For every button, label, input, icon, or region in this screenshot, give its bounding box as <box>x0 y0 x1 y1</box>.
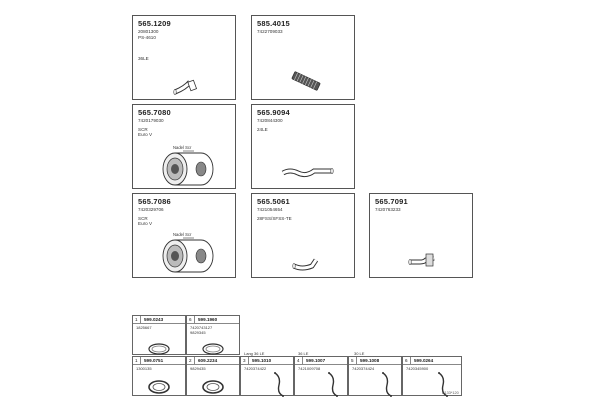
scr-muffler-icon <box>161 236 221 274</box>
clamp-ring-icon <box>147 342 171 356</box>
hardware-part-number: 599.1007 <box>306 358 326 363</box>
part-card-585-4015[interactable] <box>251 15 355 100</box>
hardware-595-1010[interactable] <box>240 356 294 396</box>
divider <box>356 357 357 364</box>
mounting-strap-icon <box>271 371 289 397</box>
divider <box>140 357 141 364</box>
hardware-index: 1 <box>135 317 138 322</box>
hardware-header <box>403 357 461 365</box>
hardware-header <box>133 357 185 365</box>
part-note: 24LE <box>257 127 268 132</box>
divider <box>140 316 141 323</box>
part-card-565-1209[interactable] <box>132 15 236 100</box>
divider <box>194 357 195 364</box>
part-number: 565.1209 <box>138 19 171 28</box>
hardware-part-number: 599.0751 <box>144 358 164 363</box>
hardware-reference: 9829435 <box>190 366 206 371</box>
sensor-label: Nadel Scr <box>173 145 192 150</box>
divider <box>248 357 249 364</box>
length-label: Lang 36 LE <box>244 351 265 356</box>
hardware-part-number: 609.2234 <box>198 358 218 363</box>
part-note-2: 36LE <box>138 56 149 61</box>
hardware-index: 4 <box>297 358 300 363</box>
end-pipe-icon <box>406 250 438 272</box>
part-note: PS-4610 <box>138 35 156 40</box>
hardware-header <box>349 357 401 365</box>
mounting-strap-icon <box>379 371 397 397</box>
gasket-ring-icon <box>201 379 225 395</box>
hardware-part-number: 595.1010 <box>252 358 272 363</box>
sensor-label: Nadel Scr <box>173 232 192 237</box>
part-number: 565.7080 <box>138 108 171 117</box>
hardware-reference: 7420743127 9829345 <box>190 325 213 335</box>
hardware-599-0243[interactable] <box>132 315 186 355</box>
part-note: SCR <box>138 216 148 221</box>
hardware-599-1960[interactable] <box>186 315 240 355</box>
hardware-part-number: 599.1008 <box>360 358 380 363</box>
scr-muffler-icon <box>161 149 221 187</box>
hardware-609-2234[interactable] <box>186 356 240 396</box>
hardware-index: 5 <box>351 358 354 363</box>
hardware-header <box>187 316 239 324</box>
part-number: 565.9094 <box>257 108 290 117</box>
part-card-565-9094[interactable] <box>251 104 355 189</box>
hardware-index: 2 <box>189 358 192 363</box>
part-card-565-5061[interactable] <box>251 193 355 278</box>
hardware-index: 6 <box>189 317 192 322</box>
drawing-code: E133*120 <box>442 391 459 395</box>
part-card-565-7091[interactable] <box>369 193 473 278</box>
part-reference: 7420844300 <box>257 118 283 123</box>
part-card-565-7086[interactable] <box>132 193 236 278</box>
divider <box>194 316 195 323</box>
hardware-part-number: 599.0264 <box>414 358 434 363</box>
length-label: 30 LE <box>354 351 365 356</box>
hardware-599-1008[interactable] <box>348 356 402 396</box>
mounting-strap-icon <box>325 371 343 397</box>
hardware-index: 6 <box>405 358 408 363</box>
hardware-reference: 7420374422 <box>244 366 267 371</box>
hardware-599-0264[interactable] <box>402 356 462 396</box>
part-reference: 7420329706 <box>138 207 164 212</box>
part-number: 565.7086 <box>138 197 171 206</box>
hardware-reference: 7420345900 <box>406 366 429 371</box>
part-note-2: Euro V <box>138 132 153 137</box>
hardware-599-1007[interactable] <box>294 356 348 396</box>
part-note-2: Euro V <box>138 221 153 226</box>
hardware-reference: 7421009708 <box>298 366 321 371</box>
length-label: 36 LE <box>298 351 309 356</box>
divider <box>410 357 411 364</box>
hardware-header <box>187 357 239 365</box>
hardware-header <box>133 316 185 324</box>
hardware-index: 1 <box>135 358 138 363</box>
part-note: 28FSS/SFSS-TE <box>257 216 292 221</box>
part-reference: 7420763233 <box>375 207 401 212</box>
part-reference: 7422709033 <box>257 29 283 34</box>
part-number: 565.7091 <box>375 197 408 206</box>
part-reference: 7421054654 <box>257 207 283 212</box>
hardware-reference: 7420374424 <box>352 366 375 371</box>
tailpipe-elbow-icon <box>173 76 203 100</box>
part-card-565-7080[interactable] <box>132 104 236 189</box>
hardware-header <box>295 357 347 365</box>
hardware-part-number: 599.0243 <box>144 317 164 322</box>
part-number: 585.4015 <box>257 19 290 28</box>
divider <box>302 357 303 364</box>
hardware-header <box>241 357 293 365</box>
hardware-599-0751[interactable] <box>132 356 186 396</box>
hardware-reference: 1825667 <box>136 325 152 330</box>
part-note: SCR <box>138 127 148 132</box>
intermediate-pipe-icon <box>280 159 340 185</box>
part-reference: 20801300 <box>138 29 159 34</box>
part-number: 565.5061 <box>257 197 290 206</box>
flex-pipe-icon <box>290 68 322 94</box>
bent-pipe-icon <box>290 254 320 274</box>
hardware-reference: 1300135 <box>136 366 152 371</box>
part-reference: 7420179030 <box>138 118 164 123</box>
gasket-ring-icon <box>147 379 171 395</box>
hardware-index: 3 <box>243 358 246 363</box>
clamp-ring-icon <box>201 342 225 356</box>
hardware-part-number: 599.1960 <box>198 317 218 322</box>
